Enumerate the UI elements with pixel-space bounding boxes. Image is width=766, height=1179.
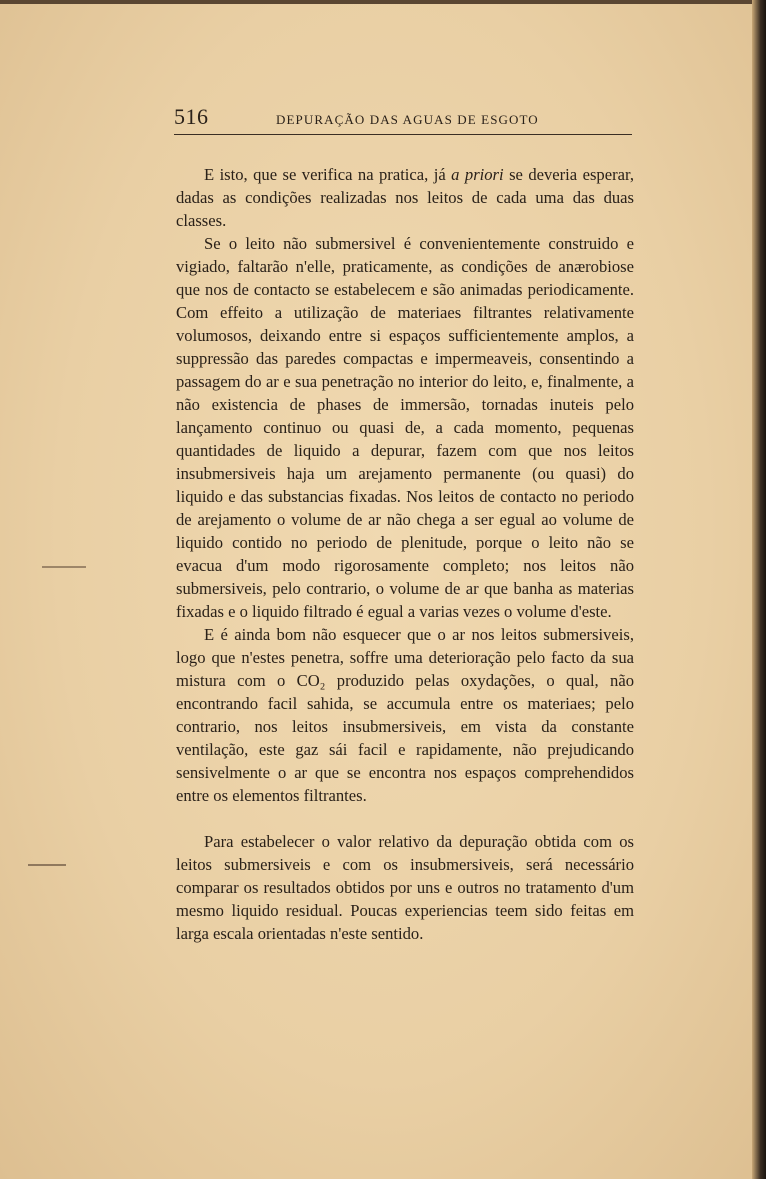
italic-phrase: a priori xyxy=(451,165,504,184)
paragraph xyxy=(176,163,634,232)
page-header xyxy=(174,104,632,135)
paragraph-text: se deveria esperar, dadas as condições realizadas nos leitos de cada uma das duas classes. xyxy=(176,165,634,230)
body-text xyxy=(176,163,634,945)
paragraph-text: E isto, que se verifica na pratica, já xyxy=(204,165,452,184)
margin-mark xyxy=(42,566,86,568)
paragraph: Para estabelecer o valor relativo da depuração obtida com os leitos submersiveis e com os insubmersiveis, será necessário comparar os resultados obtidos por uns e outros no tratamento d'um mesmo liquido residual. Poucas experiencias teem sido feitas em larga escala orientadas n'este sentido. xyxy=(176,832,634,943)
page-number: 516 xyxy=(174,104,209,129)
paragraph: E é ainda bom não esquecer que o ar nos leitos submersiveis, logo que n'estes penetra, soffre uma deterioração pelo facto da sua mistura com o CO₂ produzido pelas oxydações, o qual, não encontrando facil sahida, se accumula entre os materiaes; pelo contrario, nos leitos insubmersiveis, em vista da constante ventilação, este gaz sái facil e rapidamente, não prejudicando sensivelmente o ar que se encontra nos espaços comprehendidos entre os elementos filtrantes. xyxy=(176,625,634,805)
paragraph: Se o leito não submersivel é convenientemente construido e vigiado, faltarão n'elle, praticamente, as condições de anærobiose que nos de contacto se estabelecem e são animadas periodicamente. Com effeito a utilização de materiaes filtrantes relativamente volumosos, deixando entre si espaços sufficientemente amplos, a suppressão das paredes compactas e impermeaveis, consentindo a passagem do ar e sua penetração no interior do leito, e, finalmente, a não existencia de phases de immersão, tornadas inuteis pelo lançamento continuo ou quasi de, a cada momento, pequenas quantidades de liquido a depurar, fazem com que nos leitos insubmersiveis haja um arejamento permanente (ou quasi) do liquido e das substancias fixadas. Nos leitos de contacto no periodo de arejamento o volume de ar não chega a ser egual ao volume de liquido contido no periodo de plenitude, porque o leito não se evacua d'um modo rigorosamente completo; nos leitos não submersiveis, pelo contrario, o volume de ar que banha as materias fixadas e o liquido filtrado é egual a varias vezes o volume d'este. xyxy=(176,234,634,621)
running-head: DEPURAÇÃO DAS AGUAS DE ESGOTO xyxy=(276,112,539,127)
page-right-edge xyxy=(752,0,766,1179)
page-top-edge xyxy=(0,0,766,4)
margin-mark xyxy=(28,864,66,866)
